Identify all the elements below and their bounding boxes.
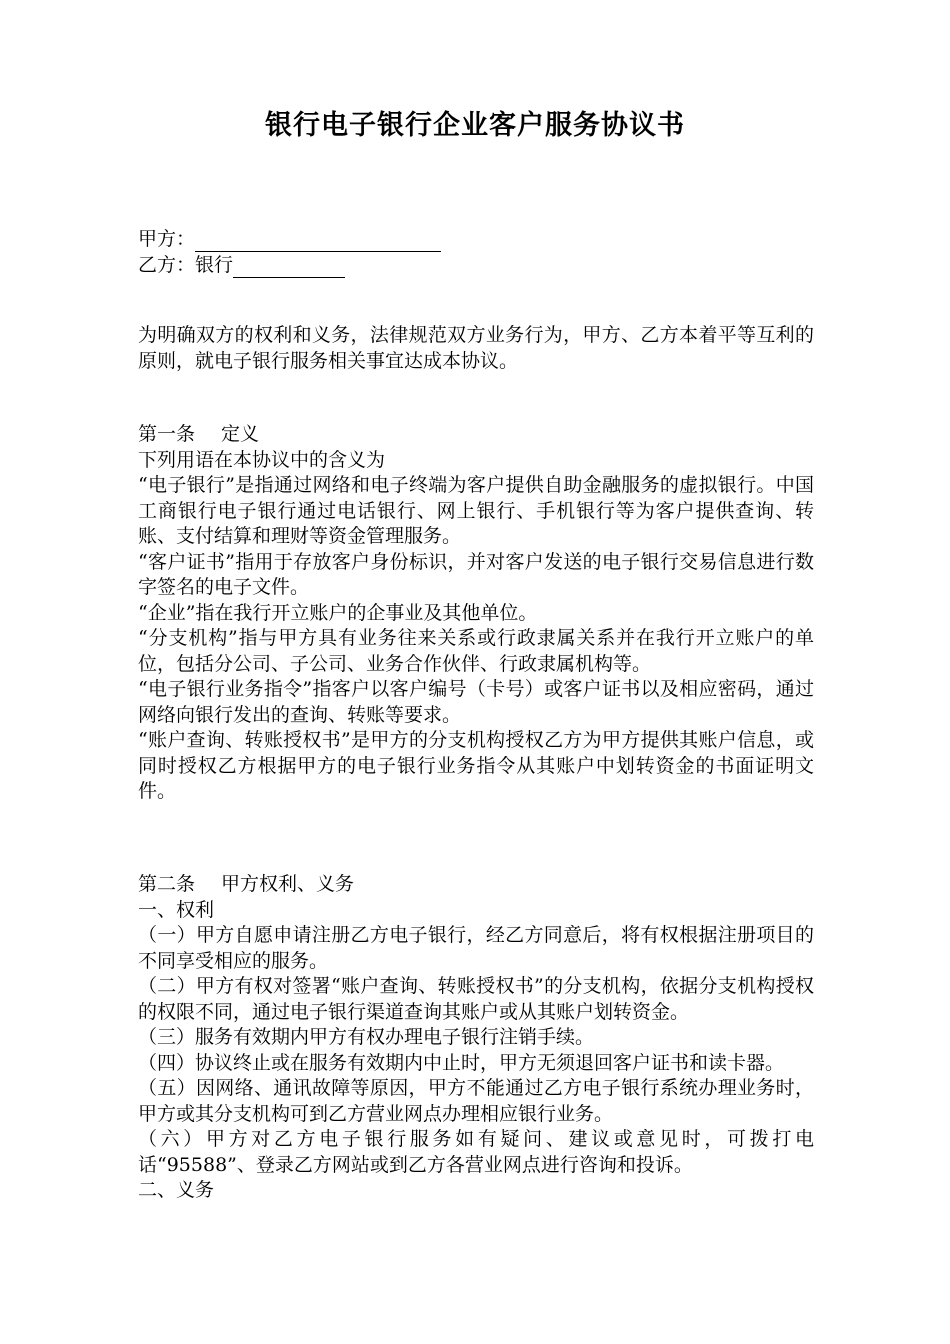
article-2-paragraph: （五）因网络、通讯故障等原因，甲方不能通过乙方电子银行系统办理业务时，甲方或其分支机构可到乙方营业网点办理相应银行业务。	[138, 1077, 814, 1125]
article-1	[138, 422, 814, 805]
article-2-paragraph: （三）服务有效期内甲方有权办理电子银行注销手续。	[138, 1026, 595, 1048]
party-b-line	[138, 252, 441, 278]
party-b-blank	[233, 257, 345, 278]
article-2-paragraph: （一）甲方自愿申请注册乙方电子银行，经乙方同意后，将有权根据注册项目的不同享受相应的服务。	[138, 924, 814, 972]
party-b-label: 乙方：银行	[138, 254, 234, 276]
article-1-paragraph: “企业”指在我行开立账户的企事业及其他单位。	[138, 601, 538, 624]
article-1-paragraph: “分支机构”指与甲方具有业务往来关系或行政隶属关系并在我行开立账户的单位，包括分公司、子公司、业务合作伙伴、行政隶属机构等。	[138, 627, 814, 675]
article-1-title: 定义	[221, 423, 260, 445]
party-a-line	[138, 226, 441, 252]
article-1-paragraph: “账户查询、转账授权书”是甲方的分支机构授权乙方为甲方提供其账户信息，或同时授权乙方根据甲方的电子银行业务指令从其账户中划转资金的书面证明文件。	[138, 729, 814, 802]
article-2-paragraph: 一、权利	[138, 898, 215, 921]
article-1-number: 第一条	[138, 423, 196, 445]
parties-block	[138, 226, 441, 278]
party-a-blank	[195, 231, 441, 252]
article-2-paragraph: （四）协议终止或在服务有效期内中止时，甲方无须退回客户证书和读卡器。	[138, 1051, 785, 1074]
article-1-paragraph: “客户证书”指用于存放客户身份标识，并对客户发送的电子银行交易信息进行数字签名的电子文件。	[138, 550, 814, 598]
document-title: 银行电子银行企业客户服务协议书	[265, 110, 685, 141]
article-1-paragraph: “电子银行”是指通过网络和电子终端为客户提供自助金融服务的虚拟银行。中国工商银行电子银行通过电话银行、网上银行、手机银行等为客户提供查询、转账、支付结算和理财等资金管理服务。	[138, 474, 814, 547]
article-2-paragraph: （六）甲方对乙方电子银行服务如有疑问、建议或意见时，可拨打电话“95588”、登录乙方网站或到乙方各营业网点进行咨询和投诉。	[138, 1128, 814, 1176]
intro-block	[138, 323, 814, 374]
article-2-paragraph: 二、义务	[138, 1179, 215, 1201]
article-1-paragraph: 下列用语在本协议中的含义为	[138, 448, 386, 471]
article-2	[138, 872, 814, 1204]
article-2-paragraph: （二）甲方有权对签署“账户查询、转账授权书”的分支机构，依据分支机构授权的权限不同，通过电子银行渠道查询其账户或从其账户划转资金。	[138, 975, 814, 1023]
article-2-title: 甲方权利、义务	[221, 873, 355, 895]
article-2-heading	[138, 872, 814, 898]
intro-paragraph: 为明确双方的权利和义务，法律规范双方业务行为，甲方、乙方本着平等互利的原则，就电子银行服务相关事宜达成本协议。	[138, 324, 814, 372]
article-2-number: 第二条	[138, 873, 196, 895]
party-a-label: 甲方：	[138, 228, 196, 250]
article-1-paragraph: “电子银行业务指令”指客户以客户编号（卡号）或客户证书以及相应密码，通过网络向银行发出的查询、转账等要求。	[138, 678, 814, 726]
article-1-heading	[138, 422, 814, 448]
